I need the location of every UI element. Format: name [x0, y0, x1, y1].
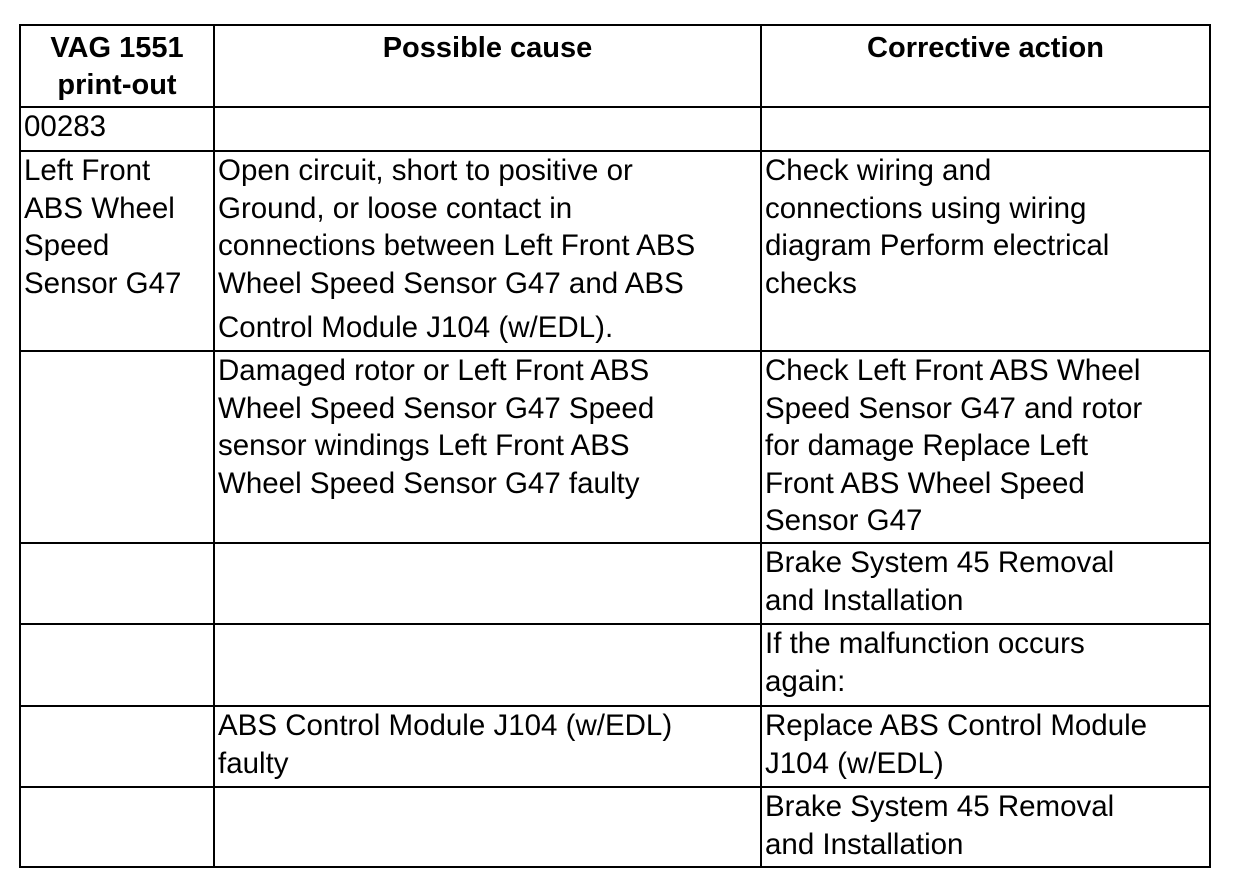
table-row [20, 151, 1210, 351]
table-row [20, 706, 1210, 787]
cause-cell: Damaged rotor or Left Front ABS Wheel Speed Sensor G47 Speed sensor windings Left Front ABS Wheel Speed Sensor G47 faulty [214, 351, 761, 543]
action-cell: Check wiring and connections using wiring diagram Perform electrical checks [761, 151, 1210, 351]
table-row [20, 624, 1210, 706]
header-row [20, 25, 1210, 107]
cause-cell: ABS Control Module J104 (w/EDL) faulty [214, 706, 761, 787]
header-printout: VAG 1551 print-out [20, 25, 214, 107]
diagnosis-table [19, 24, 1211, 868]
action-cell: Brake System 45 Removal and Installation [761, 543, 1210, 624]
table-row [20, 543, 1210, 624]
header-corrective-action: Corrective action [761, 25, 1210, 107]
printout-cell [20, 351, 214, 543]
printout-cell [20, 787, 214, 867]
cause-text: Open circuit, short to positive or Ground, or loose contact in connections between Left Front ABS Wheel Speed Sensor G47 and ABS [218, 154, 696, 300]
empty-cell [214, 107, 761, 151]
printout-cell [20, 706, 214, 787]
printout-cell: Left Front ABS Wheel Speed Sensor G47 [20, 151, 214, 351]
table-row [20, 787, 1210, 867]
cause-cell [214, 787, 761, 867]
action-cell: If the malfunction occurs again: [761, 624, 1210, 706]
header-possible-cause: Possible cause [214, 25, 761, 107]
fault-code-row [20, 107, 1210, 151]
fault-code-cell: 00283 [20, 107, 214, 151]
printout-cell [20, 624, 214, 706]
cause-cell [214, 543, 761, 624]
cause-cell [214, 151, 761, 351]
empty-cell [761, 107, 1210, 151]
table-row [20, 351, 1210, 543]
action-cell: Brake System 45 Removal and Installation [761, 787, 1210, 867]
action-cell: Check Left Front ABS Wheel Speed Sensor G47 and rotor for damage Replace Left Front ABS Wheel Speed Sensor G47 [761, 351, 1210, 543]
action-cell: Replace ABS Control Module J104 (w/EDL) [761, 706, 1210, 787]
printout-cell [20, 543, 214, 624]
cause-cell [214, 624, 761, 706]
cause-text-last-line: Control Module J104 (w/EDL). [218, 311, 614, 344]
